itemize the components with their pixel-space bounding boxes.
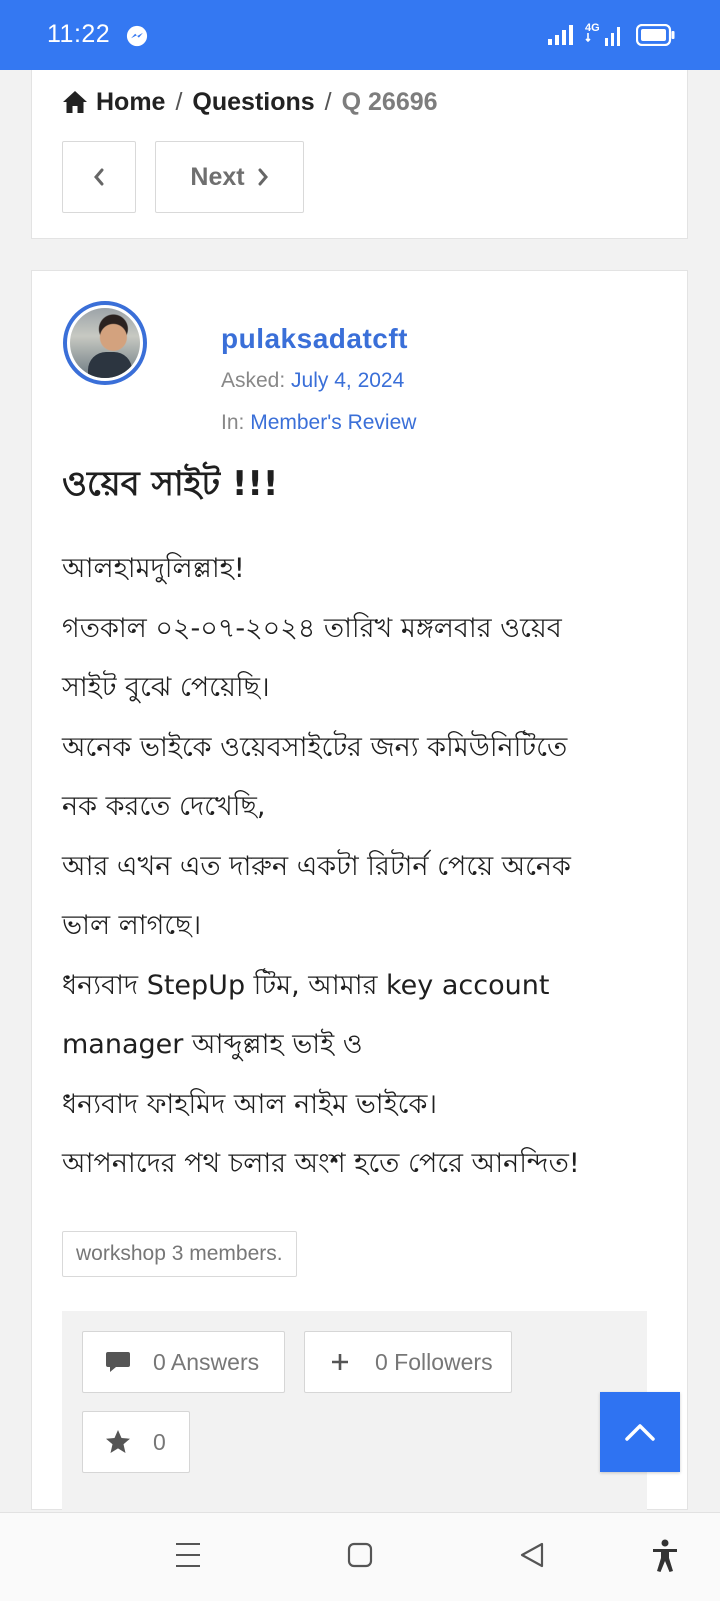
chevron-up-icon — [624, 1422, 656, 1442]
home-icon[interactable] — [62, 90, 88, 114]
avatar[interactable] — [63, 301, 147, 385]
accessibility-icon[interactable] — [651, 1539, 679, 1573]
system-navigation-bar — [0, 1512, 720, 1601]
comment-icon — [103, 1350, 133, 1374]
breadcrumb — [62, 84, 438, 120]
breadcrumb-separator: / — [175, 87, 183, 116]
answers-count: 0 Answers — [153, 1348, 260, 1375]
body-line: আপনাদের পথ চলার অংশ হতে পেরে আনন্দিত! — [62, 1148, 580, 1179]
breadcrumb-current: Q 26696 — [341, 87, 438, 116]
plus-icon — [325, 1352, 355, 1372]
category-row — [221, 411, 416, 435]
chevron-left-icon — [93, 168, 105, 186]
next-button-label: Next — [190, 162, 245, 191]
answers-button[interactable] — [82, 1331, 285, 1393]
body-line: ধন্যবাদ ফাহমিদ আল নাইম ভাইকে। — [62, 1088, 438, 1120]
body-line: অনেক ভাইকে ওয়েবসাইটের জন্য কমিউনিটিতে — [62, 731, 568, 763]
in-label: In: — [221, 411, 245, 434]
star-icon — [103, 1429, 133, 1455]
asked-date-row — [221, 369, 404, 393]
previous-button[interactable] — [62, 141, 136, 213]
question-card — [31, 270, 688, 1510]
category-link[interactable]: Member's Review — [250, 411, 417, 434]
body-line: নক করতে দেখেছি, — [62, 791, 266, 822]
avatar-photo — [70, 308, 140, 378]
next-button[interactable] — [155, 141, 304, 213]
body-line: সাইট বুঝে পেয়েছি। — [62, 672, 270, 703]
question-stats-panel — [62, 1311, 647, 1511]
back-icon[interactable] — [519, 1541, 545, 1569]
home-square-icon[interactable] — [347, 1541, 373, 1569]
breadcrumb-separator: / — [324, 87, 332, 116]
chevron-right-icon — [257, 168, 269, 186]
question-body — [62, 539, 662, 1194]
svg-text:4G: 4G — [585, 22, 600, 34]
status-bar — [0, 0, 720, 70]
navigation-card — [31, 70, 688, 239]
body-line: manager আব্দুল্লাহ ভাই ও — [62, 1029, 363, 1060]
asked-label: Asked: — [221, 369, 286, 392]
author-name[interactable]: pulaksadatcft — [221, 323, 408, 354]
network-4g-icon — [585, 20, 627, 48]
menu-icon[interactable] — [175, 1541, 201, 1569]
body-line: আলহামদুলিল্লাহ! — [62, 553, 245, 584]
followers-button[interactable] — [304, 1331, 512, 1393]
status-time: 11:22 — [47, 20, 111, 48]
breadcrumb-home[interactable]: Home — [96, 87, 166, 116]
body-line: ভাল লাগছে। — [62, 910, 202, 941]
question-title[interactable]: ওয়েব সাইট !!! — [62, 464, 279, 504]
body-line: ধন্যবাদ StepUp টিম, আমার key account — [62, 969, 550, 1001]
signal-icon — [548, 24, 576, 46]
followers-count: 0 Followers — [375, 1348, 493, 1375]
favorite-count: 0 — [153, 1428, 166, 1455]
body-line: আর এখন এত দারুন একটা রিটার্ন পেয়ে অনেক — [62, 850, 571, 882]
scroll-to-top-button[interactable] — [600, 1392, 680, 1472]
question-tag[interactable]: workshop 3 members. — [62, 1231, 297, 1277]
asked-date-link[interactable]: July 4, 2024 — [291, 369, 405, 392]
messenger-icon — [126, 25, 148, 47]
favorite-button[interactable] — [82, 1411, 190, 1473]
body-line: গতকাল ০২-০৭-২০২৪ তারিখ মঙ্গলবার ওয়েব — [62, 612, 562, 644]
breadcrumb-questions[interactable]: Questions — [192, 87, 315, 116]
battery-icon — [636, 24, 676, 46]
